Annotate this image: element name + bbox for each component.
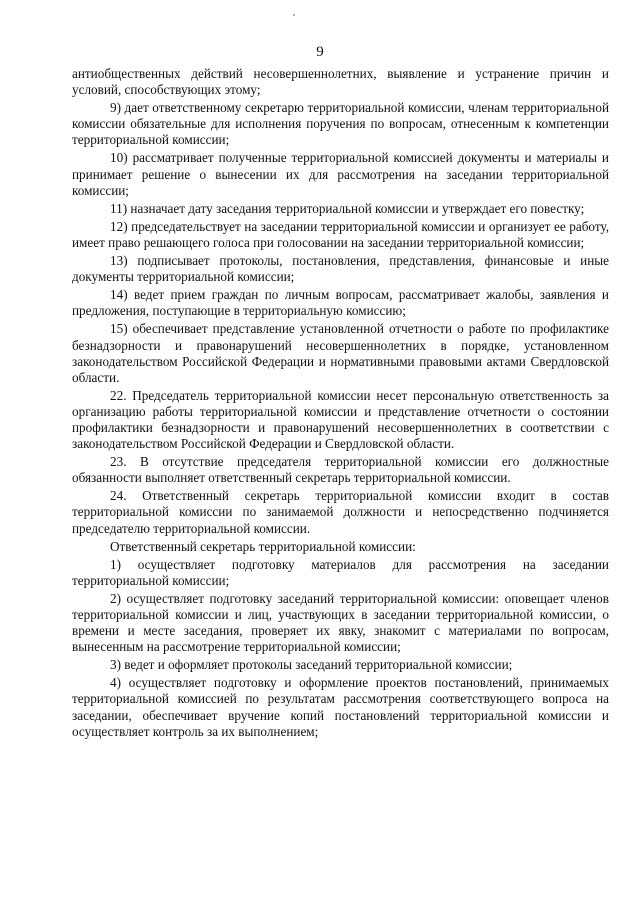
paragraph: антиобщественных действий несовершеннолетних, выявление и устранение причин и условий, способствующих этому;	[72, 66, 609, 98]
paragraph: 13) подписывает протоколы, постановления, представления, финансовые и иные документы территориальной комиссии;	[72, 253, 609, 285]
paragraph: 15) обеспечивает представление установленной отчетности о работе по профилактике безнадзорности и правонарушений несовершеннолетних в порядке, установленном законодательством Российской Федерации и нормативными правовыми актами Свердловской области.	[72, 321, 609, 385]
paragraph: 22. Председатель территориальной комиссии несет персональную ответственность за организацию работы территориальной комиссии и представление отчетности о состоянии профилактики безнадзорности и правонарушений несовершеннолетних в соответствии с законодательством Российской Федерации и Свердловской области.	[72, 387, 609, 452]
paragraph: 11) назначает дату заседания территориальной комиссии и утверждает его повестку;	[110, 200, 585, 216]
page-number: 9	[316, 44, 324, 60]
paragraph: 24. Ответственный секретарь территориальной комиссии входит в состав территориальной комиссии по занимаемой должности и непосредственно подчиняется председателю территориальной комиссии.	[72, 488, 609, 536]
paragraph: 3) ведет и оформляет протоколы заседаний территориальной комиссии;	[110, 657, 513, 673]
paragraph: 9) дает ответственному секретарю территориальной комиссии, членам территориальной комиссии обязательные для исполнения поручения по вопросам, отнесенным к компетенции территориальной комиссии;	[72, 100, 609, 148]
paragraph: 14) ведет прием граждан по личным вопросам, рассматривает жалобы, заявления и предложения, поступающие в территориальную комиссию;	[72, 287, 609, 319]
paragraph: Ответственный секретарь территориальной комиссии:	[110, 538, 416, 554]
paragraph: 2) осуществляет подготовку заседаний территориальной комиссии: оповещает членов территориальной комиссии и лиц, участвующих в заседании территориальной комиссии, о времени и месте заседания, проверяет их явку, знакомит с материалами по вопросам, вынесенным на рассмотрение территориальной комиссии;	[72, 590, 609, 655]
paragraph: 10) рассматривает полученные территориальной комиссией документы и материалы и принимает решение о вынесении их для рассмотрения на заседании территориальной комиссии;	[72, 150, 609, 198]
document-body	[72, 66, 609, 742]
paragraph: 1) осуществляет подготовку материалов для рассмотрения на заседании территориальной комиссии;	[72, 556, 609, 588]
paragraph: 4) осуществляет подготовку и оформление проектов постановлений, принимаемых территориальной комиссией по результатам рассмотрения соответствующего вопроса на заседании, обеспечивает вручение копий постановлений территориальной комиссии и осуществляет контроль за их выполнением;	[72, 675, 609, 739]
paragraph: 23. В отсутствие председателя территориальной комиссии его должностные обязанности выполняет ответственный секретарь территориальной комиссии.	[72, 454, 609, 486]
scan-speck	[293, 14, 295, 16]
paragraph: 12) председательствует на заседании территориальной комиссии и организует ее работу, имеет право решающего голоса при голосовании на заседании территориальной комиссии;	[72, 218, 609, 250]
